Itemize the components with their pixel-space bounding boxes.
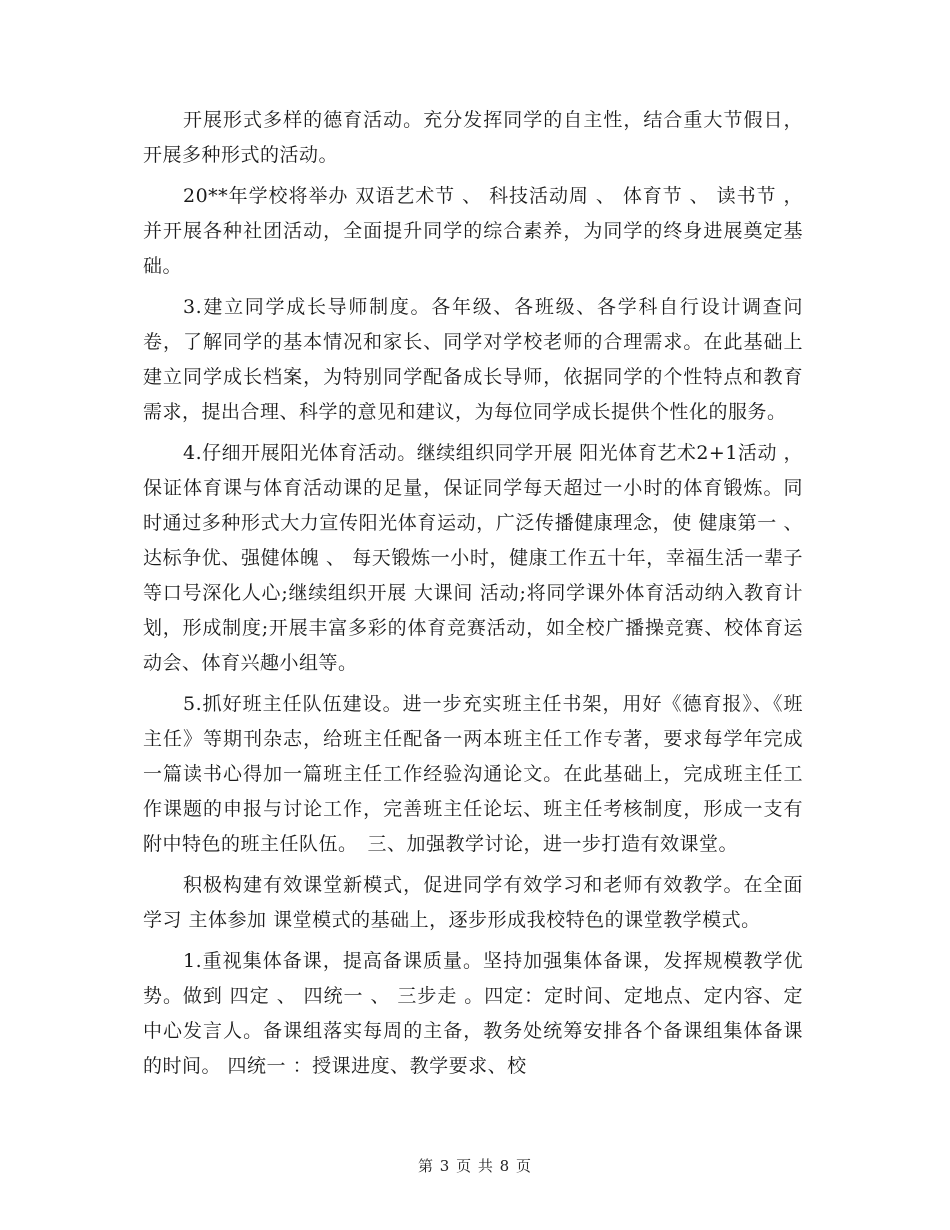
paragraph-festivals: 20**年学校将举办 双语艺术节 、 科技活动周 、 体育节 、 读书节 ，并开展各种社团活动，全面提升同学的综合素养，为同学的终身进展奠定基础。 [143, 185, 803, 277]
document-body [143, 103, 803, 1084]
paragraph-activities: 开展形式多样的德育活动。充分发挥同学的自主性，结合重大节假日，开展多种形式的活动。 [143, 109, 803, 166]
paragraph-sunshine-sports: 4.仔细开展阳光体育活动。继续组织同学开展 阳光体育艺术2+1活动 ，保证体育课与体育活动课的足量，保证同学每天超过一小时的体育锻炼。同时通过多种形式大力宣传阳光体育运动，广泛传播健康理念，使 健康第一 、 达标争优、强健体魄 、 每天锻炼一小时，健康工作五十年，幸福生活一辈子 等口号深化人心;继续组织开展 大课间 活动;将同学课外体育活动纳入教育计划，形成制度;开展丰富多彩的体育竞赛活动，如全校广播操竞赛、校体育运动会、体育兴趣小组等。 [143, 442, 803, 674]
paragraph-collective-lesson-prep: 1.重视集体备课，提高备课质量。坚持加强集体备课，发挥规模教学优势。做到 四定 、 四统一 、 三步走 。四定：定时间、定地点、定内容、定中心发言人。备课组落实每周的主备，教务处统筹安排各个备课组集体备课的时间。 四统一 ：授课进度、教学要求、校 [143, 950, 803, 1077]
paragraph-effective-classroom: 积极构建有效课堂新模式，促进同学有效学习和老师有效教学。在全面学习 主体参加 课堂模式的基础上，逐步形成我校特色的课堂教学模式。 [143, 874, 803, 931]
paragraph-mentor-system: 3.建立同学成长导师制度。各年级、各班级、各学科自行设计调查问卷，了解同学的基本情况和家长、同学对学校老师的合理需求。在此基础上建立同学成长档案，为特别同学配备成长导师，依据同学的个性特点和教育需求，提出合理、科学的意见和建议，为每位同学成长提供个性化的服务。 [143, 296, 803, 423]
paragraph-head-teachers: 5.抓好班主任队伍建设。进一步充实班主任书架，用好《德育报》、《班主任》等期刊杂志，给班主任配备一两本班主任工作专著，要求每学年完成一篇读书心得加一篇班主任工作经验沟通论文。在此基础上，完成班主任工作课题的申报与讨论工作，完善班主任论坛、班主任考核制度，形成一支有附中特色的班主任队伍。 三、加强教学讨论，进一步打造有效课堂。 [143, 693, 803, 855]
page-number-footer: 第 3 页 共 8 页 [418, 1157, 532, 1175]
